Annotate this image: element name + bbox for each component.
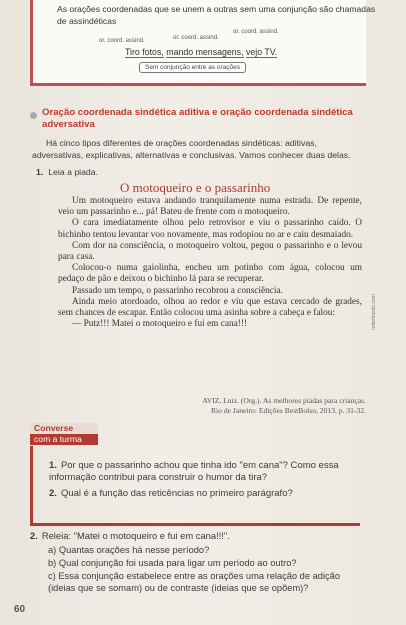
label-or-coord-3: or. coord. assind.: [233, 29, 279, 35]
intro-paragraph: Há cinco tipos diferentes de orações coordenadas sindéticas: aditivas, adversativas, explicativas, alternativas e conclusivas. Vamos conhecer duas delas.: [32, 138, 351, 160]
example-part-3: vejo TV.: [245, 47, 278, 57]
label-or-coord-2: or. coord. assind.: [173, 35, 219, 41]
story-paragraph: Ainda meio atordoado, olhou ao redor e viu que estava cercado de grades, sem chances de escapar. Então colocou uma asinha sobre a cabeça e falou:: [58, 296, 362, 319]
example-part-2: mando mensagens,: [166, 47, 244, 57]
converse-tag: Converse: [30, 423, 98, 434]
story-paragraph: O cara imediatamente olhou pelo retrovisor e viu o passarinho caído. O bichinho tentou levantar voo novamente, mas rodopiou no ar e caiu desmaiado.: [58, 218, 362, 240]
converse-question-2: [49, 488, 365, 500]
credit-line-2: Rio de Janeiro: Edições BestBolso, 2013. p. 31-32.: [210, 406, 366, 415]
label-or-coord-1: or. coord. assind.: [99, 38, 145, 44]
question-2-item-a: a) Quantas orações há nesse período?: [48, 545, 210, 555]
converse-question-1-number: 1.: [49, 460, 57, 471]
section-title: Oração coordenada sindética aditiva e oração coordenada sindética adversativa: [42, 107, 353, 130]
story-paragraph: Colocou-o numa gaiolinha, encheu um potinho com água, colocou um pedaço de pão e deixou o bichinho lá para se recuperar.: [58, 263, 362, 285]
story-paragraph: — Putz!!! Matei o motoqueiro e fui em cana!!!: [72, 319, 248, 330]
question-1-number: 1.: [36, 167, 44, 177]
story-paragraph: Um motoqueiro estava andando tranquilamente numa estrada. De repente, veio um passarinho e... pá! Bateu de frente com o motoqueiro.: [58, 196, 362, 218]
page-number: 60: [14, 604, 26, 615]
question-2-item-b: b) Qual conjunção foi usada para ligar um período ao outro?: [48, 558, 297, 568]
question-2-text: Releia: "Matei o motoqueiro e fui em cana!!!".: [41, 530, 230, 541]
story-credit: [170, 396, 366, 416]
story-paragraph: Passado um tempo, o passarinho recobrou a consciência.: [72, 285, 283, 296]
credit-line-1: AVIZ, Luiz. (Org.). As melhores piadas para crianças.: [202, 396, 366, 405]
example-sentence: [125, 47, 277, 57]
no-conjunction-note: Sem conjunção entre as orações: [139, 62, 246, 73]
story-text: [58, 196, 362, 330]
converse-question-1: [49, 460, 365, 484]
converse-box: [30, 446, 360, 526]
question-1-text: Leia a piada.: [48, 167, 99, 177]
assindetic-intro-text: As orações coordenadas que se unem a outras sem uma conjunção são chamadas de assindéticas: [57, 4, 376, 26]
question-2-item-c: c) Essa conjunção estabelece entre as orações uma relação de adição (ideias que se somam) ou de contraste (ideias que se opõem)?: [48, 571, 340, 593]
side-watermark: robertocolo.com: [371, 294, 377, 330]
assindetic-example-box: [30, 0, 376, 86]
question-2: [30, 530, 370, 542]
story-paragraph: Com dor na consciência, o motoqueiro voltou, pegou o passarinho e o levou para casa.: [58, 240, 362, 263]
converse-team-tag: com a turma: [30, 434, 98, 445]
converse-question-1-text: Por que o passarinho achou que tinha ido "em cana"? Como essa informação contribui para construir o humor da tira?: [49, 460, 339, 483]
story-title: O motoqueiro e o passarinho: [120, 180, 271, 195]
example-part-1: Tiro fotos,: [125, 47, 164, 57]
converse-question-2-text: Qual é a função das reticências no primeiro parágrafo?: [60, 488, 293, 499]
question-2-number: 2.: [30, 530, 38, 541]
converse-question-2-number: 2.: [49, 488, 57, 499]
question-1: [36, 167, 98, 177]
